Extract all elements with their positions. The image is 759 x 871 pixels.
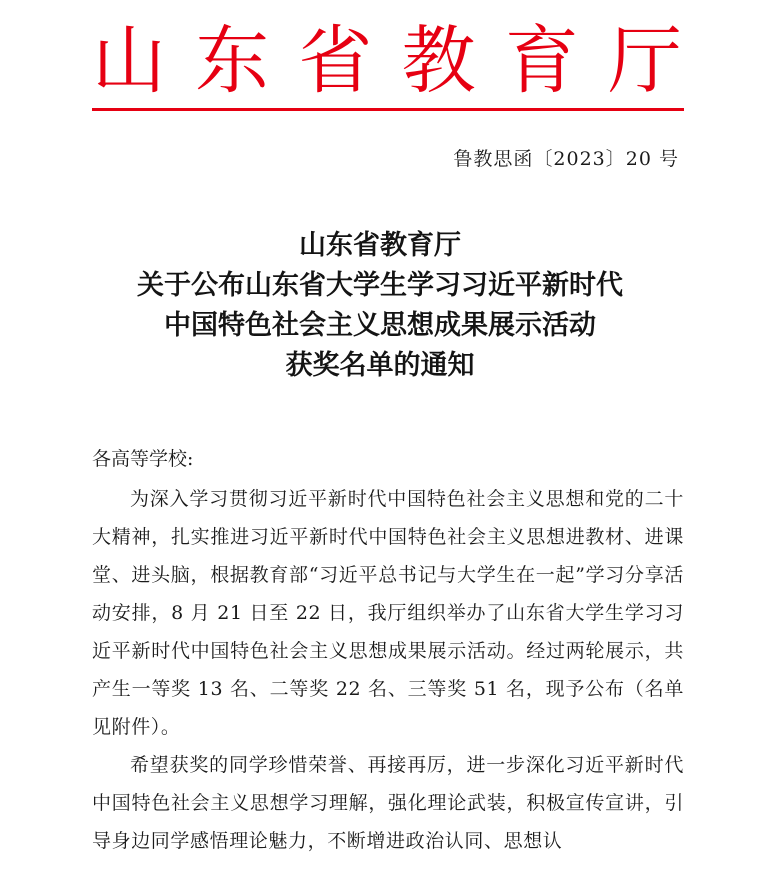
- header-char: 省: [298, 18, 373, 104]
- header-char: 厅: [607, 18, 682, 104]
- issuing-authority-header: [92, 18, 682, 104]
- red-divider-line: [92, 108, 684, 111]
- salutation: 各高等学校:: [92, 448, 194, 470]
- document-title: [60, 226, 700, 386]
- header-char: 东: [195, 18, 270, 104]
- title-line: 获奖名单的通知: [285, 350, 475, 381]
- header-char: 教: [401, 18, 476, 104]
- document-number: 鲁教思函〔2023〕20 号: [453, 148, 679, 170]
- title-line: 山东省教育厅: [299, 230, 461, 261]
- title-line: 关于公布山东省大学生学习习近平新时代: [137, 270, 623, 301]
- title-line: 中国特色社会主义思想成果展示活动: [164, 310, 596, 341]
- header-char: 育: [504, 18, 579, 104]
- body-paragraph: 为深入学习贯彻习近平新时代中国特色社会主义思想和党的二十大精神，扎实推进习近平新时代中国特色社会主义思想进教材、进课堂、进头脑，根据教育部“习近平总书记与大学生在一起”学习分享活动安排，8 月 21 日至 22 日，我厅组织举办了山东省大学生学习习近平新时代中国特色社会主义思想成果展示活动。经过两轮展示，共产生一等奖 13 名、二等奖 22 名、三等奖 51 名，现予公布（名单见附件）。: [92, 488, 684, 738]
- header-char: 山: [92, 18, 166, 104]
- body-paragraph: 希望获奖的同学珍惜荣誉、再接再厉，进一步深化习近平新时代中国特色社会主义思想学习理解，强化理论武装，积极宣传宣讲，引导身边同学感悟理论魅力，不断增进政治认同、思想认: [92, 754, 684, 852]
